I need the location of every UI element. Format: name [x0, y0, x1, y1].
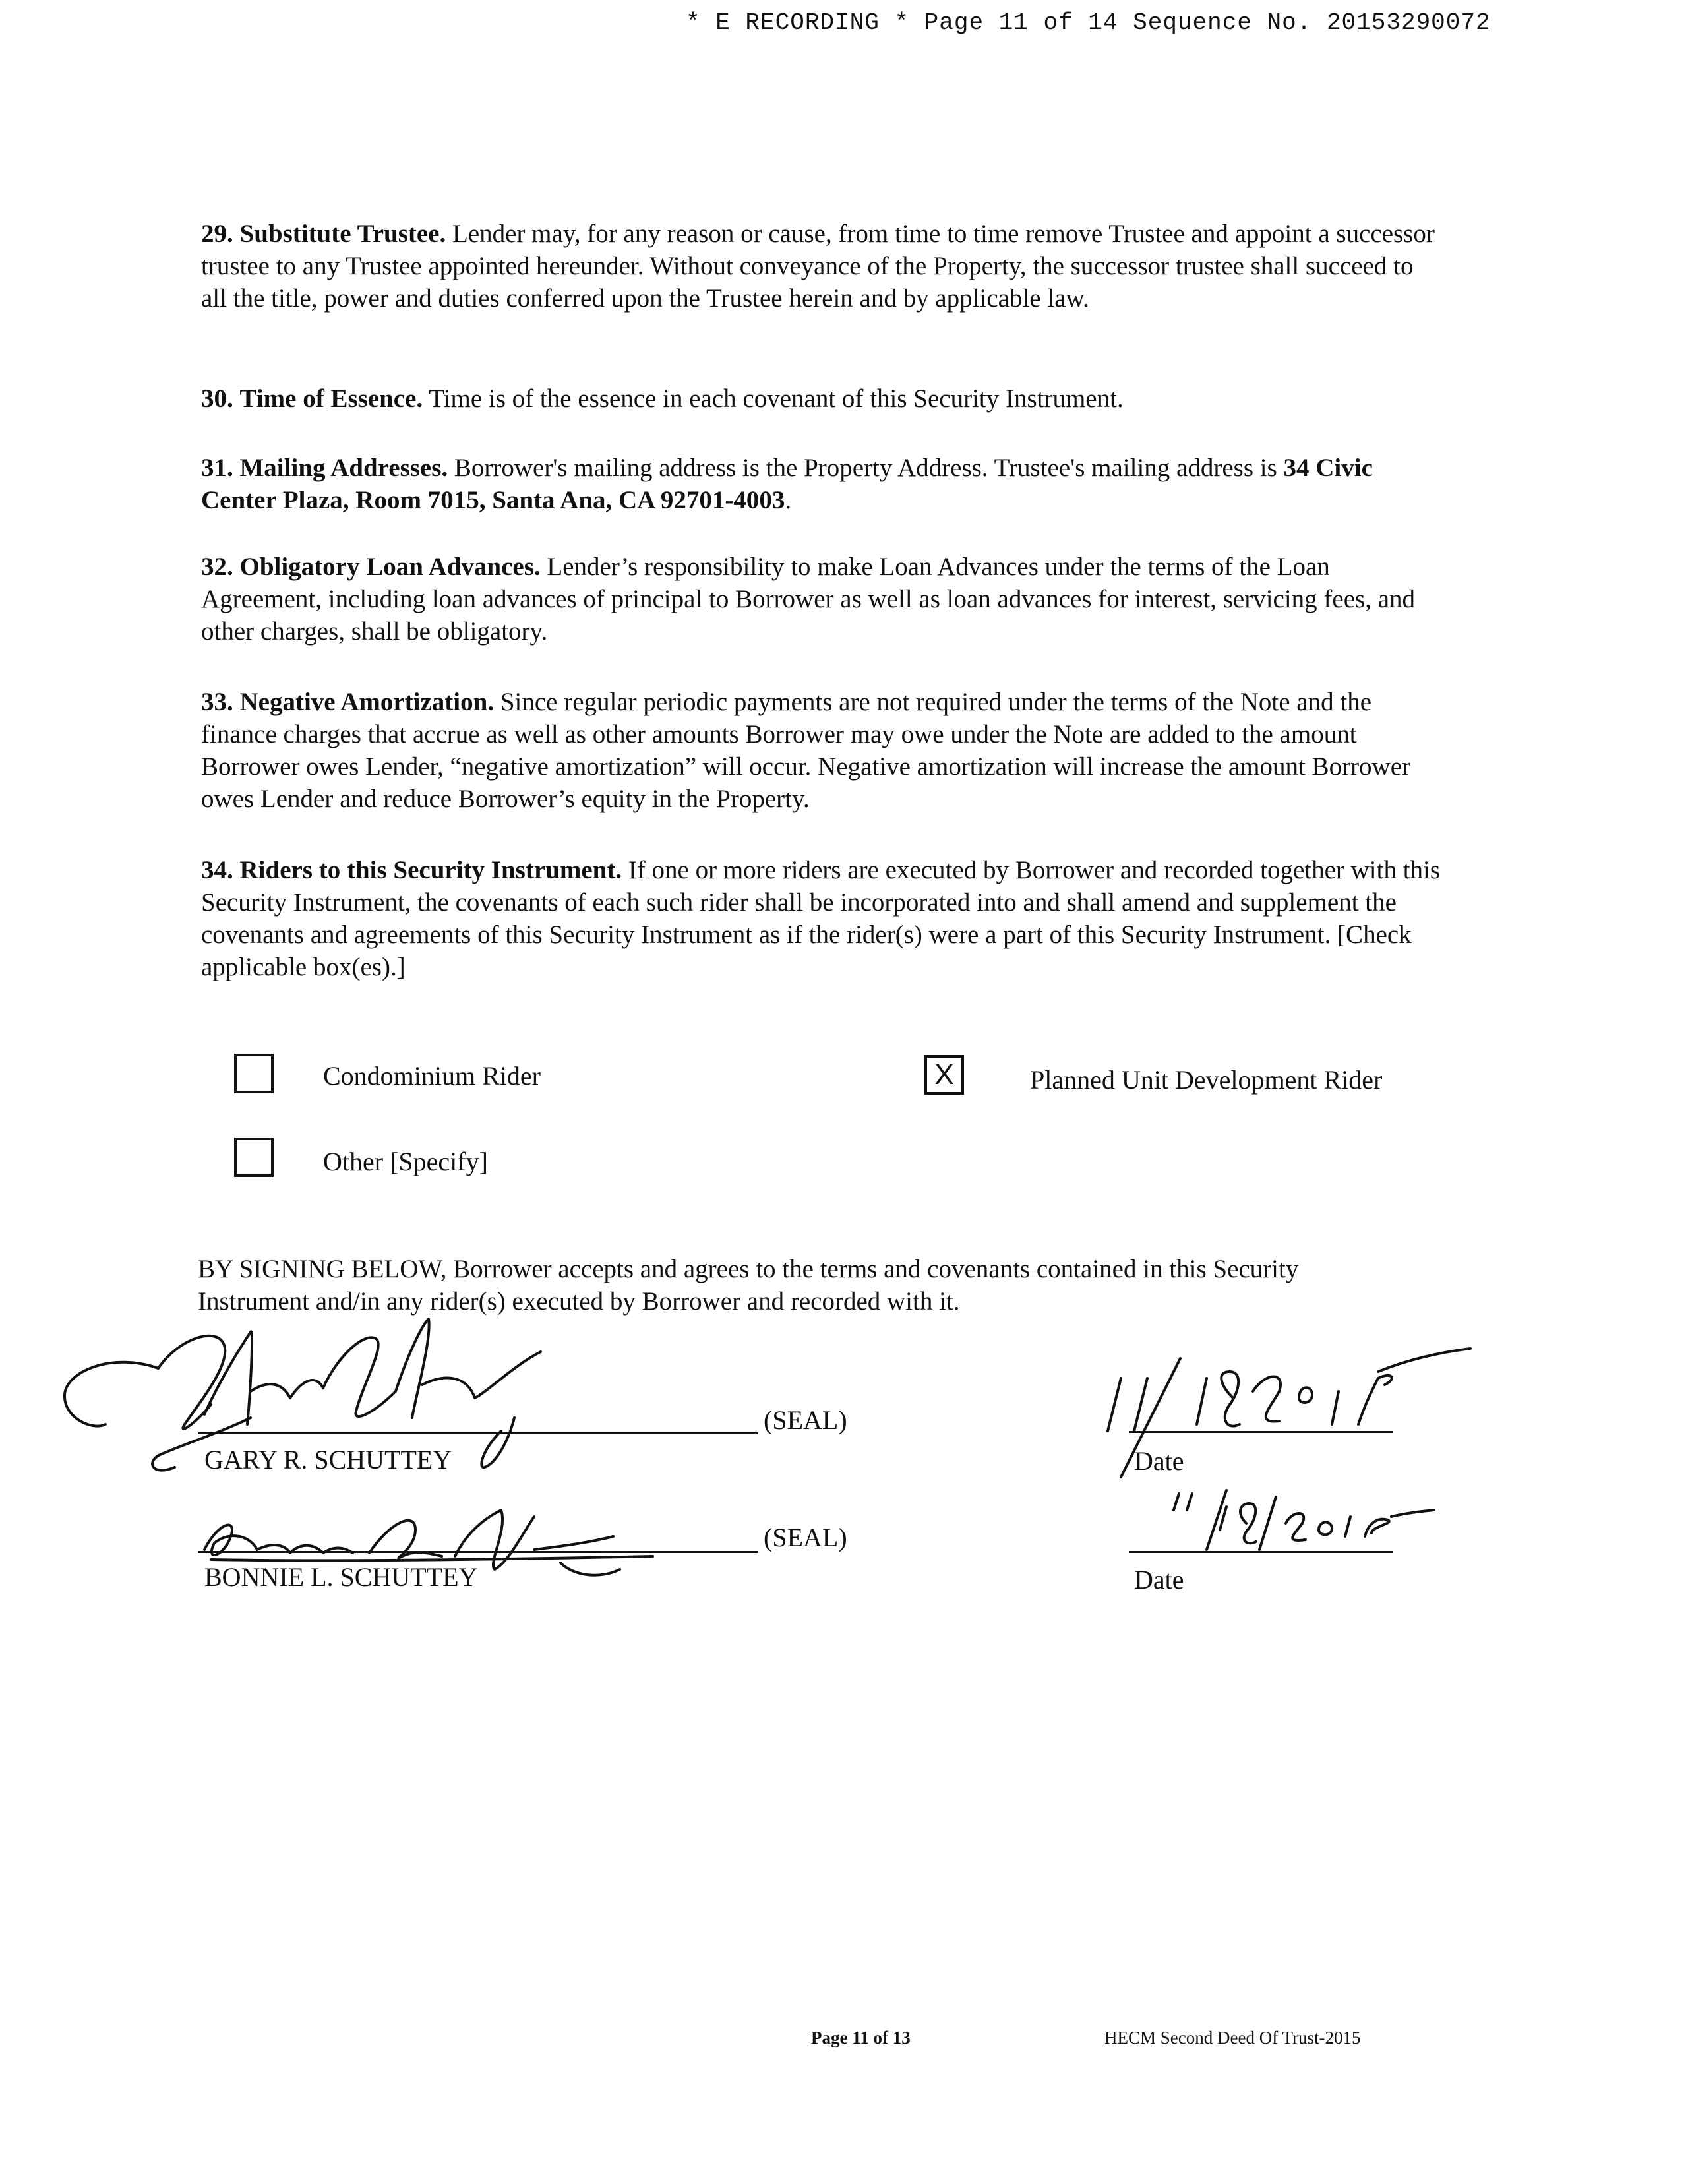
- section-number: 29.: [201, 220, 233, 248]
- borrower1-name: GARY R. SCHUTTEY: [204, 1445, 452, 1474]
- borrower1-handwritten-signature: [53, 1312, 646, 1484]
- section-number: 30.: [201, 384, 233, 413]
- section-31: [201, 452, 1441, 516]
- borrower1-seal: (SEAL): [764, 1405, 847, 1435]
- borrower2-handwritten-date: [1160, 1484, 1437, 1556]
- section-text: Borrower's mailing address is the Property Address. Trustee's mailing address is: [454, 454, 1277, 482]
- section-text: Time is of the essence in each covenant of this Security Instrument.: [429, 384, 1124, 413]
- condominium-rider-label: Condominium Rider: [323, 1061, 541, 1091]
- section-number: 31.: [201, 454, 233, 482]
- section-heading: Mailing Addresses.: [239, 454, 448, 482]
- section-number: 33.: [201, 688, 233, 716]
- footer-form-name: HECM Second Deed Of Trust-2015: [1104, 2028, 1361, 2048]
- section-33: [201, 686, 1441, 815]
- section-29: [201, 218, 1441, 315]
- section-heading: Riders to this Security Instrument.: [239, 856, 622, 884]
- borrower1-date-label: Date: [1134, 1446, 1184, 1476]
- section-text: Lender’s responsibility to make Loan Advances under the terms of the Loan Agreement, including loan advances of principal to Borrower as well as loan advances for interest, servicing fees, and other charges, shall be obligatory.: [201, 553, 1416, 646]
- section-text: Lender may, for any reason or cause, from time to time remove Trustee and appoint a successor trustee to any Trustee appointed hereunder. Without conveyance of the Property, the successor trustee shall succeed to all the title, power and duties conferred upon the Trustee herein and by applicable law.: [201, 220, 1435, 313]
- borrower2-seal: (SEAL): [764, 1523, 847, 1552]
- section-number: 34.: [201, 856, 233, 884]
- signing-statement: BY SIGNING BELOW, Borrower accepts and agrees to the terms and covenants contained in this Security Instrument and/in any rider(s) executed by Borrower and recorded with it.: [198, 1255, 1299, 1316]
- section-34: [201, 854, 1441, 983]
- condominium-rider-checkbox[interactable]: [234, 1054, 274, 1093]
- footer-page-number: Page 11 of 13: [811, 2028, 911, 2048]
- section-30: [201, 382, 1441, 415]
- borrower2-date-label: Date: [1134, 1565, 1184, 1594]
- section-heading: Substitute Trustee.: [239, 220, 446, 248]
- pud-rider-checkbox[interactable]: X: [924, 1055, 964, 1095]
- section-text: If one or more riders are executed by Borrower and recorded together with this Security Instrument, the covenants of each such rider shall be incorporated into and shall amend and supplement the covenants and agreements of this Security Instrument as if the rider(s) were a part of this Security Instrument. [Check applicable box(es).]: [201, 856, 1441, 981]
- section-heading: Negative Amortization.: [239, 688, 495, 716]
- trustee-address: 34 Civic Center Plaza, Room 7015, Santa Ana, CA 92701-4003: [201, 454, 1373, 514]
- section-text: Since regular periodic payments are not required under the terms of the Note and the finance charges that accrue as well as other amounts Borrower may owe under the Note are added to the amount Borrower owes Lender, “negative amortization” will occur. Negative amortization will increase the amount Borrower owes Lender and reduce Borrower’s equity in the Property.: [201, 688, 1411, 813]
- pud-rider-label: Planned Unit Development Rider: [1030, 1065, 1383, 1095]
- section-number: 32.: [201, 553, 233, 581]
- section-heading: Obligatory Loan Advances.: [239, 553, 541, 581]
- other-rider-checkbox[interactable]: [234, 1138, 274, 1177]
- borrower1-handwritten-date: [1068, 1332, 1477, 1484]
- borrower2-name: BONNIE L. SCHUTTEY: [204, 1562, 478, 1592]
- recording-header: * E RECORDING * Page 11 of 14 Sequence No. 20153290072: [686, 9, 1491, 36]
- section-heading: Time of Essence.: [239, 384, 423, 413]
- address-period: .: [785, 486, 792, 514]
- borrower2-handwritten-signature: [191, 1490, 692, 1589]
- other-rider-label: Other [Specify]: [323, 1147, 488, 1176]
- section-32: [201, 551, 1441, 648]
